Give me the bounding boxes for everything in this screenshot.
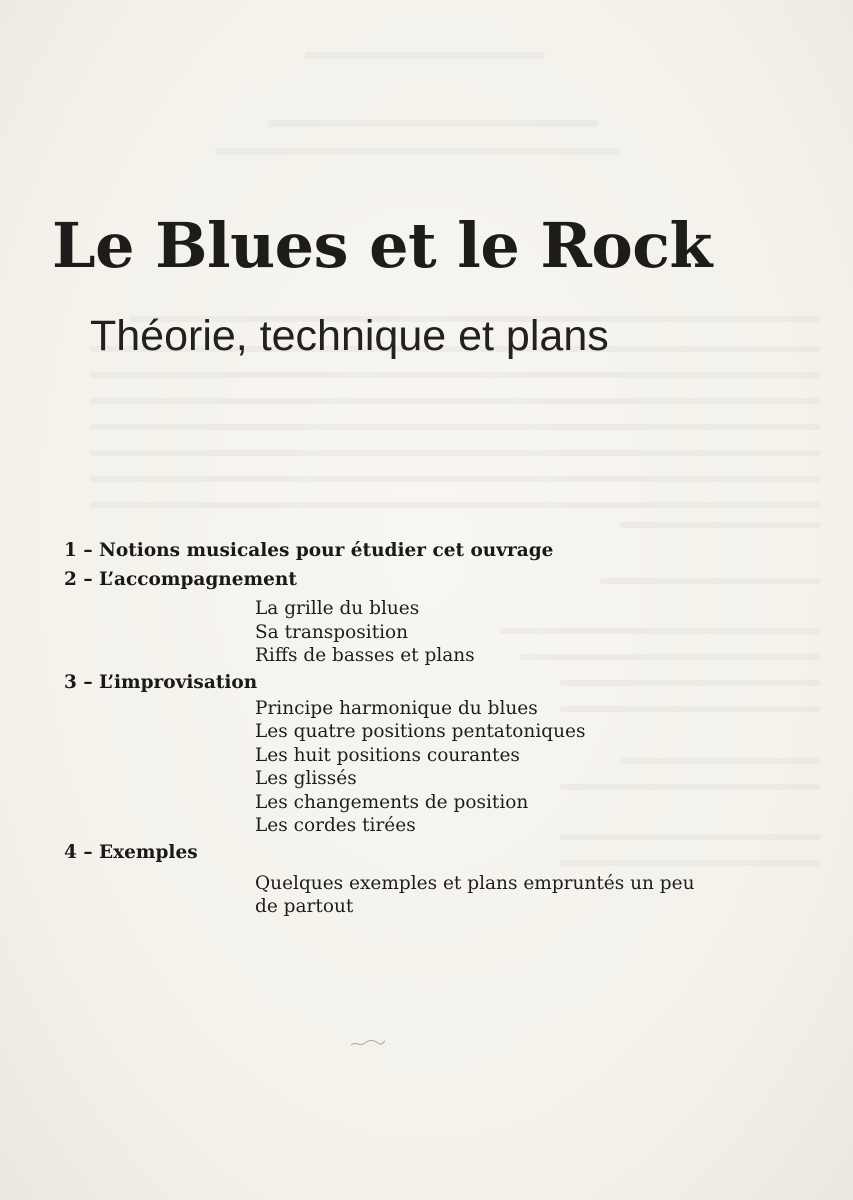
toc-subsection-item: Sa transposition [255,621,409,643]
toc-subsection-item: Principe harmonique du blues [255,697,538,719]
toc-subsection-item: Quelques exemples et plans empruntés un peu [255,872,695,894]
book-subtitle: Théorie, technique et plans [90,312,609,360]
show-through-line [90,450,820,456]
show-through-line [215,148,620,155]
toc-section-heading: 3 – L’improvisation [64,671,258,693]
table-of-contents [64,536,784,919]
toc-subsection-item: Les huit positions courantes [255,744,520,766]
toc-subsection-list [64,697,784,838]
show-through-line [90,424,820,430]
toc-subsection-item: Les changements de position [255,791,529,813]
toc-subsection-item: Les quatre positions pentatoniques [255,721,586,742]
show-through-line [90,398,820,404]
toc-section-heading: 1 – Notions musicales pour étudier cet ouvrage [64,540,554,561]
show-through-line [90,502,820,508]
toc-subsection-item: Riffs de basses et plans [255,645,475,666]
toc-subsection-item: Les glissés [255,768,357,789]
toc-subsection-list [64,597,784,668]
toc-subsection-item: Les cordes tirées [255,815,416,836]
toc-subsection-list [64,872,784,919]
toc-subsection-item: La grille du blues [255,598,420,619]
show-through-line [90,372,820,378]
book-title: Le Blues et le Rock [52,209,712,282]
ink-smudge [350,1038,386,1048]
show-through-line [268,120,598,127]
toc-subsection-item: de partout [255,896,354,917]
show-through-line [305,52,545,59]
toc-section-heading: 4 – Exemples [64,841,198,863]
toc-section-heading: 2 – L’accompagnement [64,569,297,590]
show-through-line [90,476,820,482]
show-through-line [620,522,820,528]
